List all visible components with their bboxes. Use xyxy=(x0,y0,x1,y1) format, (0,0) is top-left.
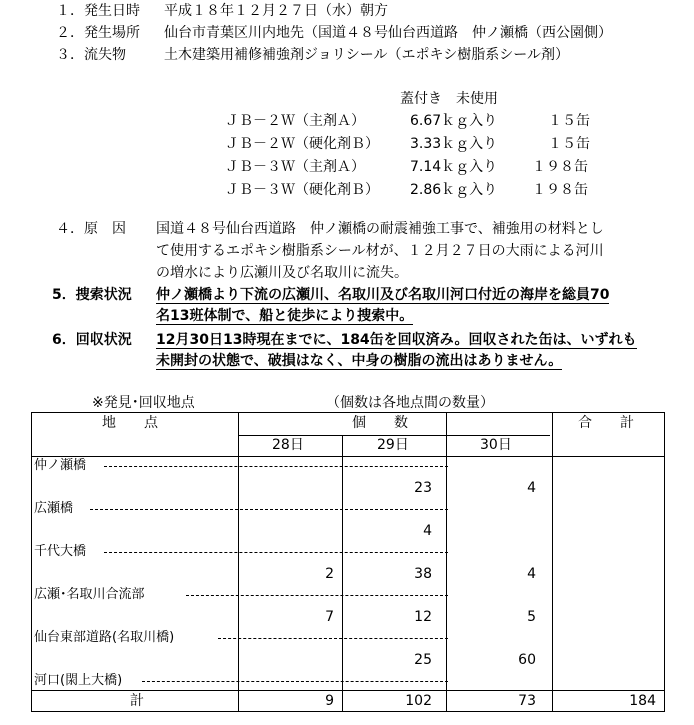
place-label: 河口(閖上大橋) xyxy=(34,673,123,688)
cause-line: て使用するエポキシ樹脂系シール材が、１２月２７日の大雨による河川 xyxy=(156,243,604,259)
search-label: 5．捜索状況 xyxy=(52,287,132,303)
col-divider xyxy=(446,413,447,711)
place-label: 広瀬橋 xyxy=(34,501,74,516)
occurrence-place-label: ２．発生場所 xyxy=(56,25,140,41)
search-line: 仲ノ瀬橋より下流の広瀬川、名取川及び名取川河口付近の海岸を総員70 xyxy=(156,287,610,303)
value-29: 25 xyxy=(414,652,432,668)
col-divider xyxy=(238,413,239,711)
place-label: 広瀬･名取川合流部 xyxy=(34,587,145,602)
products-header: 蓋付き 未使用 xyxy=(400,91,498,107)
value-28: 2 xyxy=(325,566,334,582)
occurrence-place: 仙台市青葉区川内地先（国道４８号仙台西道路 仲ノ瀬橋（西公園側） xyxy=(164,25,612,41)
leader-line xyxy=(104,466,448,467)
cause-label: ４．原 因 xyxy=(56,221,126,237)
lost-item-label: ３．流失物 xyxy=(56,47,126,63)
table-caption-right: （個数は各地点間の数量） xyxy=(326,395,494,411)
place-label: 仲ノ瀬橋 xyxy=(34,458,87,473)
value-29: 38 xyxy=(414,566,432,582)
lost-item: 土木建築用補修補強剤ジョリシール（エポキシ樹脂系シール剤） xyxy=(164,47,570,63)
recovery-line: 未開封の状態で、破損はなく、中身の樹脂の流出はありません。 xyxy=(156,353,563,369)
product-weight: 7.14ｋｇ入り xyxy=(410,159,498,175)
place-label: 仙台東部道路(名取川橋) xyxy=(34,630,175,645)
occurrence-date: 平成１８年１２月２７日（水）朝方 xyxy=(164,3,388,19)
recovery-line: 12月30日13時現在までに、184缶を回収済み。回収された缶は、いずれも xyxy=(156,332,637,348)
product-count: １５缶 xyxy=(548,113,590,129)
recovery-label: 6．回収状況 xyxy=(52,332,132,348)
value-29: 23 xyxy=(414,480,432,496)
product-weight: 6.67ｋｇ入り xyxy=(410,113,498,129)
head-place: 地 点 xyxy=(102,415,158,431)
leader-line xyxy=(186,595,448,596)
value-30: 4 xyxy=(527,566,536,582)
product-weight: 2.86ｋｇ入り xyxy=(410,182,498,198)
leader-line xyxy=(142,681,448,682)
product-count: １９８缶 xyxy=(532,159,588,175)
search-line: 名13班体制で、船と徒歩により捜索中。 xyxy=(156,308,414,324)
product-weight: 3.33ｋｇ入り xyxy=(410,136,498,152)
product-name: ＪＢ－２Ｗ（硬化剤Ｂ） xyxy=(225,136,379,152)
leader-line xyxy=(218,638,448,639)
head-day: 29日 xyxy=(377,437,409,453)
head-day: 28日 xyxy=(272,437,304,453)
product-name: ＪＢ－２Ｗ（主剤Ａ） xyxy=(225,113,365,129)
place-label: 千代大橋 xyxy=(34,544,87,559)
leader-line xyxy=(90,509,448,510)
col-divider xyxy=(342,435,343,711)
total-all: 184 xyxy=(629,693,656,709)
product-name: ＪＢ－３Ｗ（硬化剤Ｂ） xyxy=(225,182,379,198)
value-30: 4 xyxy=(527,480,536,496)
col-divider xyxy=(552,413,553,711)
total-30: 73 xyxy=(518,693,536,709)
row-divider xyxy=(32,690,664,691)
product-count: １５缶 xyxy=(548,136,590,152)
value-30: 5 xyxy=(527,609,536,625)
total-28: 9 xyxy=(325,693,334,709)
head-day: 30日 xyxy=(480,437,512,453)
product-name: ＪＢ－３Ｗ（主剤Ａ） xyxy=(225,159,365,175)
recovery-table xyxy=(31,412,665,712)
value-30: 60 xyxy=(518,652,536,668)
table-caption-left: ※発見･回収地点 xyxy=(92,395,195,411)
total-label: 計 xyxy=(130,693,144,709)
product-count: １９８缶 xyxy=(532,182,588,198)
occurrence-date-label: １．発生日時 xyxy=(56,3,140,19)
total-29: 102 xyxy=(405,693,432,709)
leader-line xyxy=(104,552,448,553)
value-29: 4 xyxy=(423,523,432,539)
cause-line: の増水により広瀬川及び名取川に流失。 xyxy=(156,265,408,281)
row-divider xyxy=(32,456,664,457)
head-count: 個 数 xyxy=(352,415,408,431)
value-28: 7 xyxy=(325,609,334,625)
value-29: 12 xyxy=(414,609,432,625)
cause-line: 国道４８号仙台西道路 仲ノ瀬橋の耐震補強工事で、補強用の材料とし xyxy=(156,221,604,237)
head-total: 合 計 xyxy=(578,415,634,431)
